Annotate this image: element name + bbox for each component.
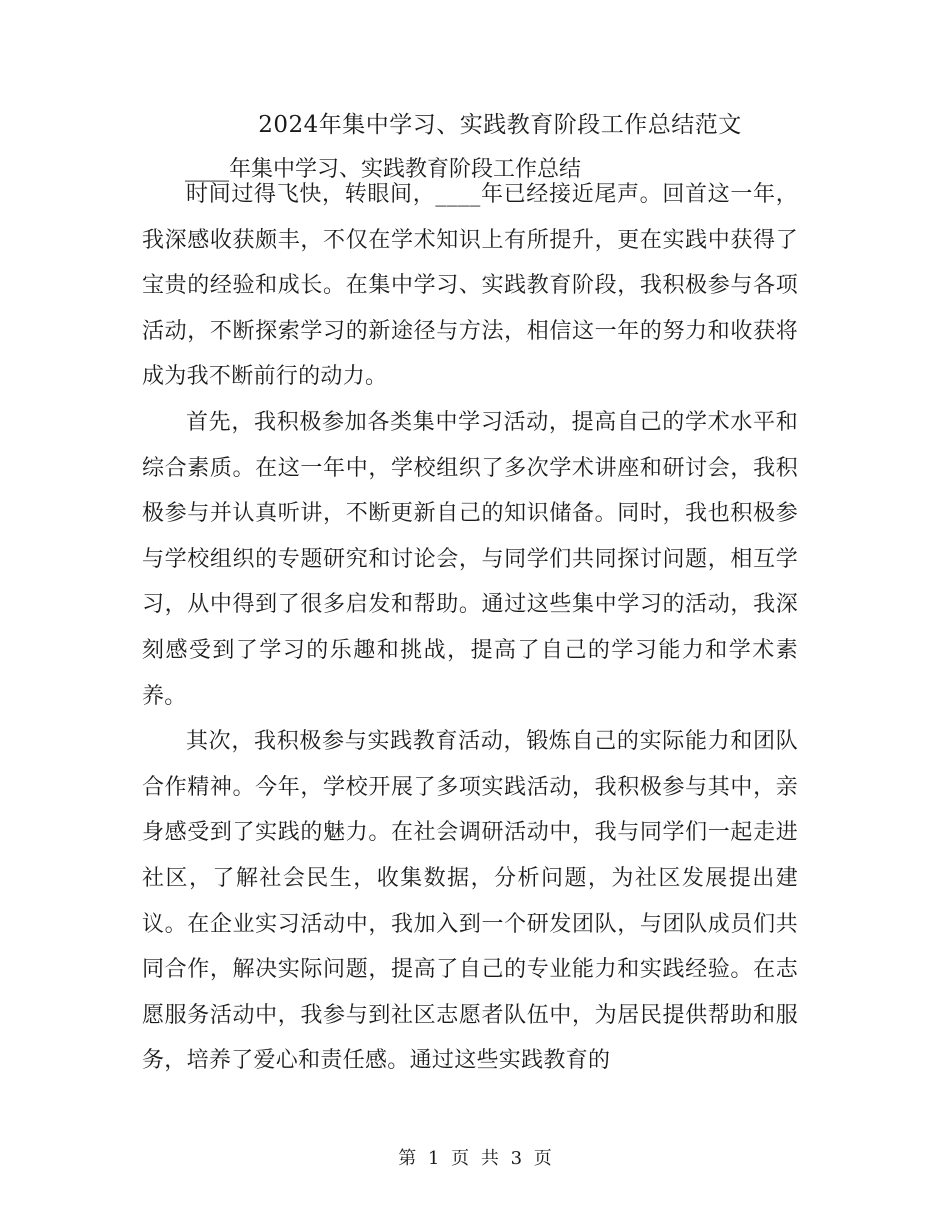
document-title: 2024年集中学习、实践教育阶段工作总结范文 <box>258 112 742 138</box>
document-body <box>142 172 798 1084</box>
paragraph-practice: 其次，我积极参与实践教育活动，锻炼自己的实际能力和团队合作精神。今年，学校开展了多项实践活动，我积极参与其中，亲身感受到了实践的魅力。在社会调研活动中，我与同学们一起走进社区，了解社会民生，收集数据，分析问题，为社区发展提出建议。在企业实习活动中，我加入到一个研发团队，与团队成员们共同合作，解决实际问题，提高了自己的专业能力和实践经验。在志愿服务活动中，我参与到社区志愿者队伍中，为居民提供帮助和服务，培养了爱心和责任感。通过这些实践教育的 <box>142 729 798 1074</box>
paragraph-study: 首先，我积极参加各类集中学习活动，提高自己的学术水平和综合素质。在这一年中，学校组织了多次学术讲座和研讨会，我积极参与并认真听讲，不断更新自己的知识储备。同时，我也积极参与学校组织的专题研究和讨论会，与同学们共同探讨问题，相互学习，从中得到了很多启发和帮助。通过这些集中学习的活动，我深刻感受到了学习的乐趣和挑战，提高了自己的学习能力和学术素养。 <box>142 409 798 709</box>
document-subtitle: ____年集中学习、实践教育阶段工作总结 <box>185 157 582 182</box>
page-number-footer: 第 1 页 共 3 页 <box>398 1148 552 1169</box>
paragraph-intro: 时间过得飞快，转眼间，____年已经接近尾声。回首这一年，我深感收获颇丰，不仅在学术知识上有所提升，更在实践中获得了宝贵的经验和成长。在集中学习、实践教育阶段，我积极参与各项活动，不断探索学习的新途径与方法，相信这一年的努力和收获将成为我不断前行的动力。 <box>142 182 798 390</box>
